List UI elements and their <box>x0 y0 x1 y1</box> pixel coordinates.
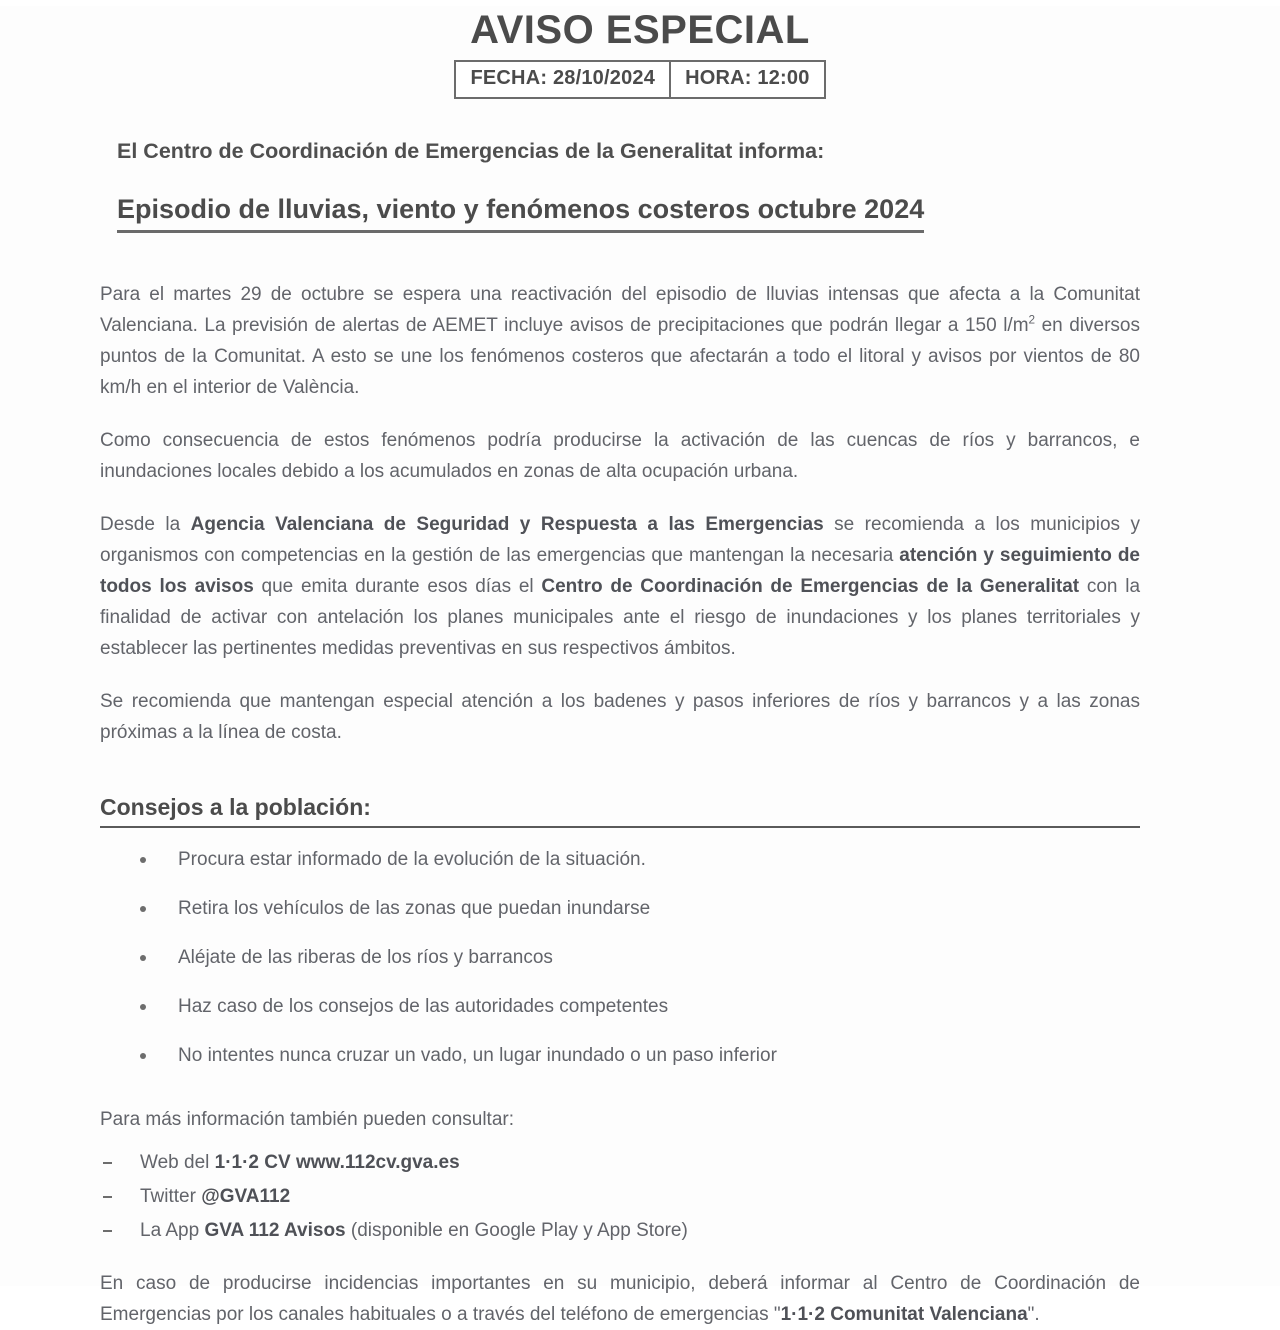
list-item <box>100 895 1140 923</box>
informa-line: El Centro de Coordinación de Emergencias de la Generalitat informa: <box>117 139 825 163</box>
paragraph-3-part-c: se recomienda a los municipios y organismos con competencias en la gestión de las emergencias que mantengan la necesaria <box>100 514 1140 566</box>
advice-section-heading: Consejos a la población: <box>100 792 1140 828</box>
paragraph-4: Se recomienda que mantengan especial atención a los badenes y pasos inferiores de ríos y barrancos y a las zonas próximas a la línea de costa. <box>100 691 1140 743</box>
page-title: AVISO ESPECIAL <box>470 8 810 52</box>
superscript-square: 2 <box>1028 313 1036 327</box>
closing-paragraph <box>100 1268 1140 1330</box>
advice-item-label: Retira los vehículos de las zonas que puedan inundarse <box>178 898 651 919</box>
stamp-hora: HORA: 12:00 <box>669 62 823 97</box>
document-page <box>0 6 1280 1325</box>
link-prefix: Web del <box>140 1152 215 1173</box>
paragraph-3 <box>100 509 1140 664</box>
agency-name-bold: Agencia Valenciana de Seguridad y Respuesta a las Emergencias <box>190 514 824 535</box>
link-prefix: La App <box>140 1220 205 1241</box>
link-value: GVA 112 Avisos <box>204 1220 346 1241</box>
list-item <box>100 1042 1140 1070</box>
link-prefix: Twitter <box>140 1186 202 1207</box>
more-info-intro: Para más información también pueden consultar: <box>100 1109 515 1130</box>
emergency-number-bold: 1·1·2 Comunitat Valenciana <box>780 1304 1028 1325</box>
document-content <box>100 136 1140 1330</box>
advice-list <box>100 846 1140 1070</box>
advice-item-label: Aléjate de las riberas de los ríos y barrancos <box>178 947 553 968</box>
bullet-icon <box>140 857 146 863</box>
advice-item-label: Procura estar informado de la evolución de la situación. <box>178 849 646 870</box>
closing-part-b: ". <box>1027 1304 1040 1325</box>
paragraph-1-part-b: en diversos puntos de la Comunitat. A esto se une los fenómenos costeros que afectarán a todo el litoral y avisos por vientos de 80 km/h en el interior de València. <box>100 315 1140 398</box>
list-item <box>100 846 1140 874</box>
list-item <box>100 944 1140 972</box>
paragraph-3-part-d: que emita durante esos días el <box>253 576 542 597</box>
paragraph-1 <box>100 279 1140 403</box>
link-value[interactable]: 1·1·2 CV www.112cv.gva.es <box>214 1152 460 1173</box>
bullet-icon <box>140 955 146 961</box>
link-value[interactable]: @GVA112 <box>201 1186 291 1207</box>
dash-icon <box>103 1230 112 1232</box>
paragraph-2: Como consecuencia de estos fenómenos podría producirse la activación de las cuencas de ríos y barrancos, e inundaciones locales debido a los acumulados en zonas de alta ocupación urbana. <box>100 430 1140 482</box>
bullet-icon <box>140 906 146 912</box>
link-suffix: (disponible en Google Play y App Store) <box>345 1220 688 1241</box>
paragraph-1-part-a: Para el martes 29 de octubre se espera una reactivación del episodio de lluvias intensas que afecta a la Comunitat Valenciana. La previsión de alertas de AEMET incluye avisos de precipitaciones que podrán llegar a 150 l/m <box>100 284 1140 336</box>
center-name-bold: Centro de Coordinación de Emergencias de la Generalitat <box>541 576 1080 597</box>
stamp-box <box>454 60 825 99</box>
dash-icon <box>103 1196 112 1198</box>
more-info-list <box>100 1148 1140 1246</box>
list-item <box>100 1216 1140 1246</box>
date-time-stamp <box>0 60 1280 99</box>
subject-title: Episodio de lluvias, viento y fenómenos costeros octubre 2024 <box>117 190 924 233</box>
list-item <box>100 993 1140 1021</box>
list-item <box>100 1182 1140 1212</box>
list-item <box>100 1148 1140 1178</box>
stamp-fecha: FECHA: 28/10/2024 <box>470 67 656 89</box>
advice-item-label: No intentes nunca cruzar un vado, un lugar inundado o un paso inferior <box>178 1045 777 1066</box>
bullet-icon <box>140 1004 146 1010</box>
advice-item-label: Haz caso de los consejos de las autoridades competentes <box>178 996 669 1017</box>
attention-bold: atención y seguimiento de todos los avisos <box>100 545 1140 597</box>
paragraph-3-part-a: Desde la <box>100 514 191 535</box>
bullet-icon <box>140 1053 146 1059</box>
closing-part-a: En caso de producirse incidencias importantes en su municipio, deberá informar al Centro de Coordinación de Emergencias por los canales habituales o a través del teléfono de emergencias " <box>100 1273 1140 1325</box>
paragraph-3-part-e: con la finalidad de activar con antelación los planes municipales ante el riesgo de inundaciones y los planes territoriales y establecer las pertinentes medidas preventivas en sus respectivos ámbitos. <box>100 576 1141 659</box>
body-text <box>100 279 1140 748</box>
dash-icon <box>103 1162 112 1164</box>
